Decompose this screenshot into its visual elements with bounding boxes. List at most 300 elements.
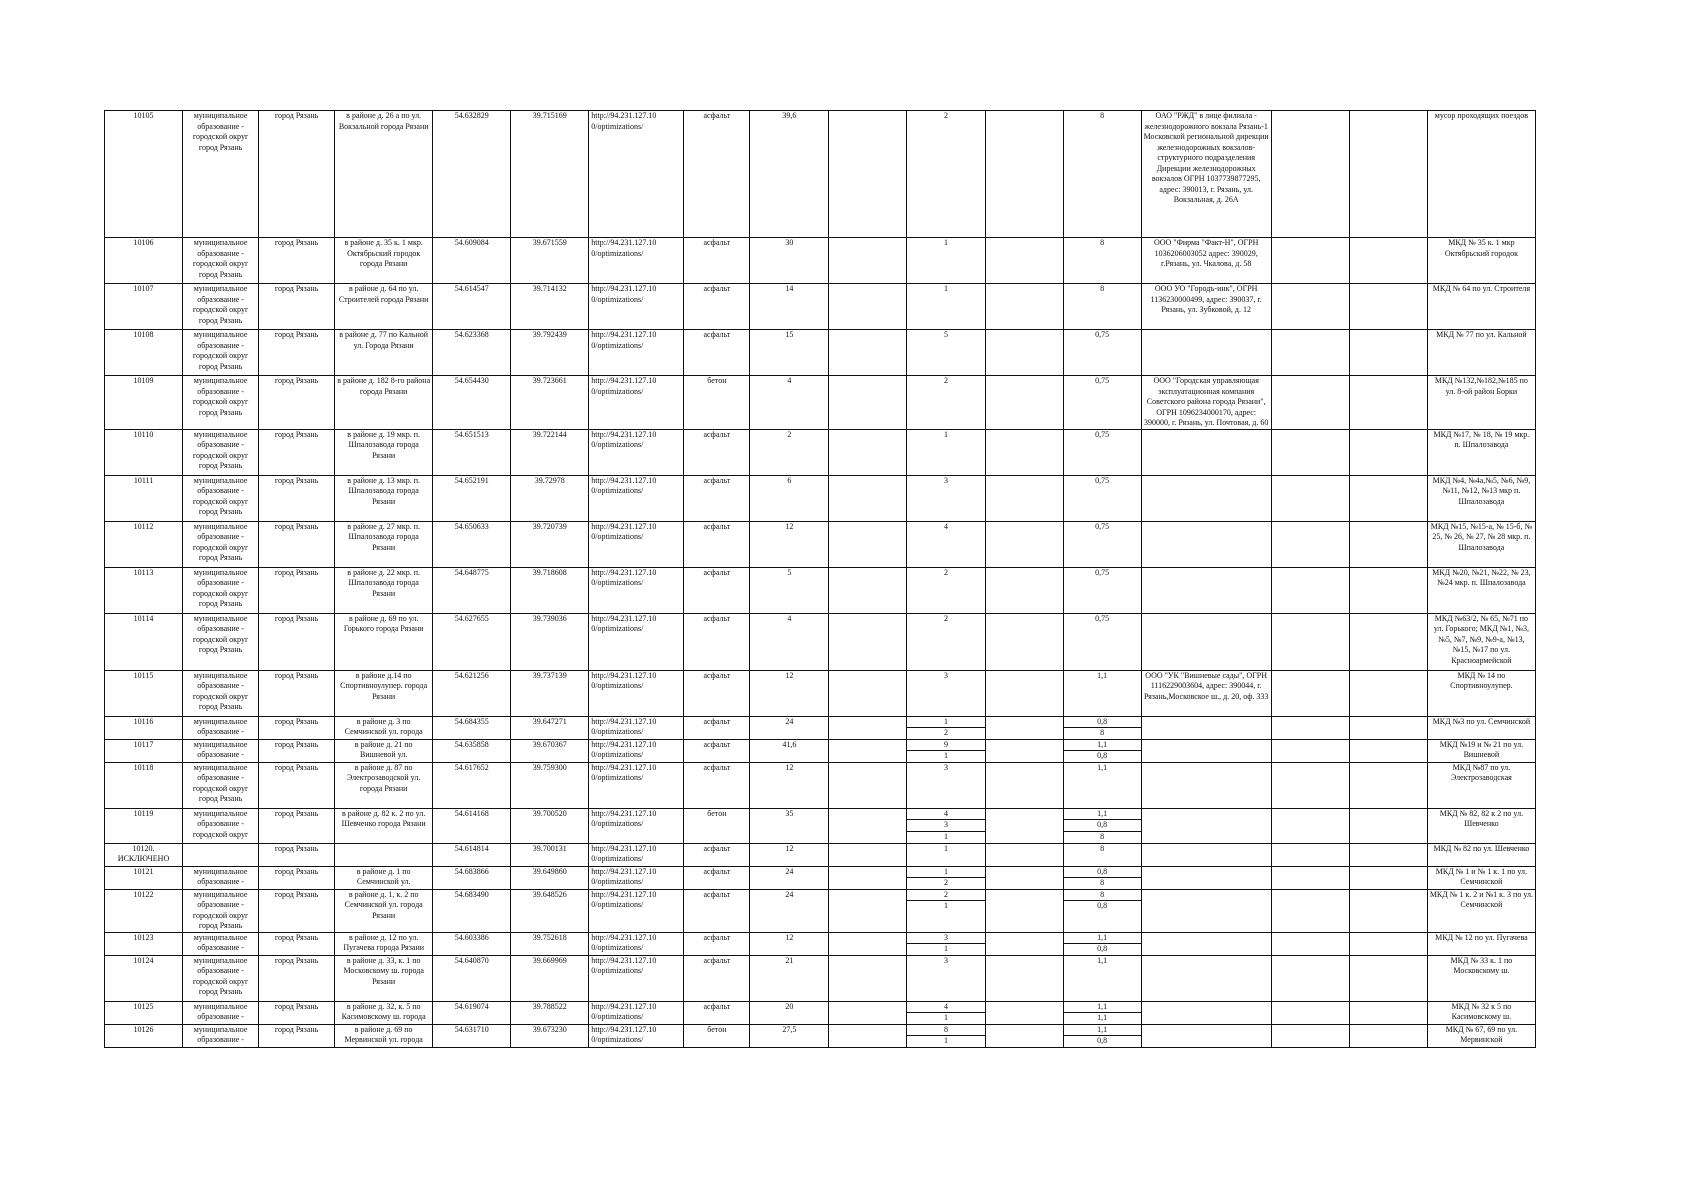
site-number-cell: 10117: [105, 739, 183, 762]
empty-cell: [829, 1001, 907, 1024]
empty-cell: [985, 567, 1063, 613]
container-count-cell: [907, 1024, 985, 1047]
empty-cell: [829, 567, 907, 613]
table-row: [105, 670, 1536, 716]
address-cell: в районе д. 27 мкр. п. Шпалозавода города Рязани: [335, 521, 433, 567]
municipality-cell: муниципальное образование -: [183, 1001, 259, 1024]
municipality-cell: муниципальное образование - городской округ город Рязань: [183, 521, 259, 567]
site-number-cell: 10118: [105, 762, 183, 808]
container-volume: 8: [1100, 843, 1105, 853]
latitude-cell: 54.614168: [433, 808, 511, 843]
municipality-cell: муниципальное образование - городской округ город Рязань: [183, 238, 259, 284]
container-volume-cell: [1063, 475, 1141, 521]
waste-source-cell: МКД № 32 к 5 по Касимовскому ш.: [1427, 1001, 1535, 1024]
scheme-link-cell[interactable]: http://94.231.127.10 0/optimizations/: [589, 762, 684, 808]
empty-cell: [1349, 613, 1427, 670]
container-volume-cell: [1063, 739, 1141, 762]
settlement-cell: город Рязань: [259, 739, 335, 762]
container-volume-cell: [1063, 429, 1141, 475]
empty-cell: [1349, 866, 1427, 889]
empty-cell: [1349, 670, 1427, 716]
settlement-cell: город Рязань: [259, 843, 335, 866]
site-number-cell: 10121: [105, 866, 183, 889]
empty-cell: [829, 932, 907, 955]
empty-cell: [1349, 1001, 1427, 1024]
address-cell: в районе д. 1 по Семчинской ул.: [335, 866, 433, 889]
container-volume: 8: [1100, 728, 1105, 737]
area-cell: 20: [750, 1001, 829, 1024]
container-volume: 0,75: [1095, 613, 1110, 623]
waste-source-cell: МКД № 82 по ул. Шевченко: [1427, 843, 1535, 866]
container-count-cell: [907, 567, 985, 613]
latitude-cell: 54.684355: [433, 716, 511, 739]
container-volume: 0,75: [1095, 475, 1110, 485]
container-volume-cell: [1063, 1001, 1141, 1024]
longitude-cell: 39.720739: [511, 521, 589, 567]
site-number-cell: 10124: [105, 955, 183, 1001]
container-count: 1: [944, 944, 948, 953]
container-volume: 0,8: [1097, 901, 1108, 910]
longitude-cell: 39.647271: [511, 716, 589, 739]
municipality-cell: муниципальное образование - городской округ город Рязань: [183, 567, 259, 613]
empty-cell: [985, 1001, 1063, 1024]
empty-cell: [1349, 1024, 1427, 1047]
container-count-cell: [907, 955, 985, 1001]
surface-cell: асфальт: [684, 521, 750, 567]
surface-cell: асфальт: [684, 475, 750, 521]
surface-cell: асфальт: [684, 889, 750, 932]
scheme-link-cell[interactable]: http://94.231.127.10 0/optimizations/: [589, 716, 684, 739]
area-cell: 2: [750, 429, 829, 475]
empty-cell: [829, 429, 907, 475]
container-count: 2: [944, 728, 948, 737]
site-number-cell: 10115: [105, 670, 183, 716]
latitude-cell: 54.654430: [433, 376, 511, 430]
municipality-cell: муниципальное образование - городской округ город Рязань: [183, 762, 259, 808]
scheme-link-cell[interactable]: http://94.231.127.10 0/optimizations/: [589, 521, 684, 567]
settlement-cell: город Рязань: [259, 475, 335, 521]
container-count-cell: [907, 843, 985, 866]
owner-cell: ООО "Городская управляющая эксплуатационная компания Советского района города Рязани", ОГРН 1096234000170, адрес: 390000, г. Рязань, ул. Почтовая, д. 60: [1141, 376, 1271, 430]
surface-cell: бетон: [684, 376, 750, 430]
empty-cell: [829, 613, 907, 670]
longitude-cell: 39.723661: [511, 376, 589, 430]
container-volume: 1,1: [1064, 933, 1141, 945]
municipality-cell: муниципальное образование - городской округ город Рязань: [183, 475, 259, 521]
container-volume-cell: [1063, 762, 1141, 808]
scheme-link-cell[interactable]: http://94.231.127.10 0/optimizations/: [589, 613, 684, 670]
site-number-cell: 10107: [105, 284, 183, 330]
empty-cell: [829, 739, 907, 762]
scheme-link-cell[interactable]: http://94.231.127.10 0/optimizations/: [589, 670, 684, 716]
longitude-cell: 39.669969: [511, 955, 589, 1001]
container-count-cell: [907, 376, 985, 430]
municipality-cell: муниципальное образование -: [183, 1024, 259, 1047]
container-count: 1: [944, 238, 948, 247]
container-count: 1: [907, 867, 984, 879]
scheme-link-cell[interactable]: http://94.231.127.10 0/optimizations/: [589, 932, 684, 955]
longitude-cell: 39.792439: [511, 330, 589, 376]
container-volume-cell: [1063, 238, 1141, 284]
empty-cell: [1271, 808, 1349, 843]
empty-cell: [985, 866, 1063, 889]
container-count-cell: [907, 889, 985, 932]
container-count: 3: [907, 820, 984, 832]
surface-cell: асфальт: [684, 238, 750, 284]
area-cell: 41,6: [750, 739, 829, 762]
longitude-cell: 39.673230: [511, 1024, 589, 1047]
site-number-cell: 10126: [105, 1024, 183, 1047]
surface-cell: асфальт: [684, 567, 750, 613]
container-volume: 1,1: [1097, 1013, 1108, 1022]
table-row: [105, 238, 1536, 284]
table-row: [105, 613, 1536, 670]
scheme-link-cell[interactable]: http://94.231.127.10 0/optimizations/: [589, 843, 684, 866]
settlement-cell: город Рязань: [259, 521, 335, 567]
container-count-cell: [907, 716, 985, 739]
container-count: 1: [944, 284, 948, 293]
latitude-cell: 54.627655: [433, 613, 511, 670]
area-cell: 6: [750, 475, 829, 521]
container-volume: 0,8: [1064, 867, 1141, 879]
site-number-cell: 10112: [105, 521, 183, 567]
area-cell: 15: [750, 330, 829, 376]
container-volume: 1,1: [1064, 809, 1141, 821]
area-cell: 24: [750, 889, 829, 932]
address-cell: в районе д. 69 по ул. Горького города Рязани: [335, 613, 433, 670]
empty-cell: [985, 111, 1063, 238]
longitude-cell: 39.722144: [511, 429, 589, 475]
empty-cell: [1271, 843, 1349, 866]
table-row: [105, 429, 1536, 475]
container-count-cell: [907, 475, 985, 521]
empty-cell: [985, 808, 1063, 843]
latitude-cell: 54.609084: [433, 238, 511, 284]
empty-cell: [1349, 284, 1427, 330]
table-row: [105, 716, 1536, 739]
table-row: [105, 330, 1536, 376]
table-row: [105, 889, 1536, 932]
empty-cell: [985, 843, 1063, 866]
area-cell: 39,6: [750, 111, 829, 238]
empty-cell: [985, 932, 1063, 955]
container-volume-cell: [1063, 843, 1141, 866]
scheme-link-cell[interactable]: http://94.231.127.10 0/optimizations/: [589, 866, 684, 889]
surface-cell: бетон: [684, 808, 750, 843]
empty-cell: [985, 475, 1063, 521]
latitude-cell: 54.635858: [433, 739, 511, 762]
settlement-cell: город Рязань: [259, 716, 335, 739]
address-cell: [335, 843, 433, 866]
waste-source-cell: МКД №15, №15-а, № 15-б, № 25, № 26, № 27, № 28 мкр. п. Шпалозавода: [1427, 521, 1535, 567]
owner-cell: [1141, 429, 1271, 475]
area-cell: 12: [750, 932, 829, 955]
container-count: 1: [944, 843, 948, 853]
latitude-cell: 54.614814: [433, 843, 511, 866]
owner-cell: [1141, 475, 1271, 521]
settlement-cell: город Рязань: [259, 284, 335, 330]
container-volume-cell: [1063, 932, 1141, 955]
scheme-link-cell[interactable]: http://94.231.127.10 0/optimizations/: [589, 739, 684, 762]
empty-cell: [1271, 716, 1349, 739]
owner-cell: [1141, 762, 1271, 808]
address-cell: в районе д.14 по Спортивноулупер. города Рязани: [335, 670, 433, 716]
waste-source-cell: мусор проходящих поездов: [1427, 111, 1535, 238]
settlement-cell: город Рязань: [259, 762, 335, 808]
empty-cell: [985, 429, 1063, 475]
empty-cell: [1349, 889, 1427, 932]
waste-source-cell: МКД № 33 к. 1 по Московскому ш.: [1427, 955, 1535, 1001]
container-volume: 8: [1100, 238, 1105, 247]
scheme-link-cell[interactable]: http://94.231.127.10 0/optimizations/: [589, 808, 684, 843]
container-volume-cell: [1063, 808, 1141, 843]
settlement-cell: город Рязань: [259, 429, 335, 475]
waste-source-cell: МКД №17, № 18, № 19 мкр. п. Шпалозавода: [1427, 429, 1535, 475]
owner-cell: [1141, 866, 1271, 889]
empty-cell: [985, 613, 1063, 670]
empty-cell: [1349, 739, 1427, 762]
site-number-cell: 10105: [105, 111, 183, 238]
address-cell: в районе д. 69 по Мервинской ул. города: [335, 1024, 433, 1047]
container-volume: 0,75: [1095, 376, 1110, 385]
site-number-cell: 10109: [105, 376, 183, 430]
empty-cell: [1349, 376, 1427, 430]
area-cell: 35: [750, 808, 829, 843]
settlement-cell: город Рязань: [259, 808, 335, 843]
waste-source-cell: МКД № 12 по ул. Пугачева: [1427, 932, 1535, 955]
empty-cell: [1349, 238, 1427, 284]
municipality-cell: муниципальное образование - городской округ город Рязань: [183, 889, 259, 932]
empty-cell: [985, 716, 1063, 739]
scheme-link-cell[interactable]: http://94.231.127.10 0/optimizations/: [589, 1024, 684, 1047]
container-count: 1: [944, 751, 948, 760]
empty-cell: [1271, 111, 1349, 238]
empty-cell: [1349, 429, 1427, 475]
container-count: 3: [944, 475, 948, 485]
container-count: 1: [944, 1036, 948, 1045]
area-cell: 5: [750, 567, 829, 613]
surface-cell: асфальт: [684, 716, 750, 739]
empty-cell: [1349, 330, 1427, 376]
empty-cell: [829, 889, 907, 932]
surface-cell: асфальт: [684, 613, 750, 670]
container-count: 4: [907, 1002, 984, 1014]
owner-cell: [1141, 1024, 1271, 1047]
table-row: [105, 955, 1536, 1001]
container-count: 9: [907, 740, 984, 752]
surface-cell: асфальт: [684, 762, 750, 808]
container-volume: 1,1: [1097, 955, 1108, 965]
empty-cell: [1349, 762, 1427, 808]
longitude-cell: 39.649860: [511, 866, 589, 889]
container-count: 4: [907, 809, 984, 821]
container-volume-cell: [1063, 567, 1141, 613]
longitude-cell: 39.700131: [511, 843, 589, 866]
surface-cell: бетон: [684, 1024, 750, 1047]
container-count: 2: [944, 567, 948, 577]
municipality-cell: муниципальное образование - городской округ город Рязань: [183, 429, 259, 475]
address-cell: в районе д. 3 по Семчинской ул. города: [335, 716, 433, 739]
empty-cell: [985, 889, 1063, 932]
latitude-cell: 54.650633: [433, 521, 511, 567]
container-volume: 8: [1100, 831, 1105, 841]
area-cell: 24: [750, 866, 829, 889]
longitude-cell: 39.739036: [511, 613, 589, 670]
container-volume-cell: [1063, 376, 1141, 430]
scheme-link-cell[interactable]: http://94.231.127.10 0/optimizations/: [589, 376, 684, 430]
address-cell: в районе д. 19 мкр. п. Шпалозавода города Рязани: [335, 429, 433, 475]
waste-source-cell: МКД №19 и № 21 по ул. Вишневой: [1427, 739, 1535, 762]
municipality-cell: муниципальное образование - городской округ город Рязань: [183, 376, 259, 430]
scheme-link-cell[interactable]: http://94.231.127.10 0/optimizations/: [589, 567, 684, 613]
container-count: 1: [944, 901, 948, 910]
empty-cell: [985, 521, 1063, 567]
area-cell: 24: [750, 716, 829, 739]
empty-cell: [1349, 843, 1427, 866]
scheme-link-cell[interactable]: http://94.231.127.10 0/optimizations/: [589, 284, 684, 330]
owner-cell: [1141, 716, 1271, 739]
empty-cell: [1271, 284, 1349, 330]
latitude-cell: 54.617652: [433, 762, 511, 808]
area-cell: 12: [750, 843, 829, 866]
settlement-cell: город Рязань: [259, 670, 335, 716]
container-volume-cell: [1063, 889, 1141, 932]
empty-cell: [1271, 376, 1349, 430]
scheme-link-cell[interactable]: http://94.231.127.10 0/optimizations/: [589, 111, 684, 238]
empty-cell: [829, 955, 907, 1001]
container-count-cell: [907, 808, 985, 843]
waste-source-cell: МКД № 1 и № 1 к. 1 по ул. Семчинской: [1427, 866, 1535, 889]
empty-cell: [985, 330, 1063, 376]
site-number-cell: 10123: [105, 932, 183, 955]
site-number-cell: 10125: [105, 1001, 183, 1024]
site-number-cell: 10111: [105, 475, 183, 521]
latitude-cell: 54.631710: [433, 1024, 511, 1047]
site-number-cell: 10108: [105, 330, 183, 376]
container-count-cell: [907, 284, 985, 330]
area-cell: 4: [750, 376, 829, 430]
waste-source-cell: МКД № 1 к. 2 и №1 к. 3 по ул. Семчинской: [1427, 889, 1535, 932]
container-volume-cell: [1063, 330, 1141, 376]
container-volume: 0,75: [1095, 330, 1110, 339]
container-count: 4: [944, 521, 948, 531]
surface-cell: асфальт: [684, 284, 750, 330]
scheme-link-cell[interactable]: http://94.231.127.10 0/optimizations/: [589, 1001, 684, 1024]
table-row: [105, 475, 1536, 521]
owner-cell: [1141, 613, 1271, 670]
empty-cell: [1271, 932, 1349, 955]
container-count: 8: [907, 1025, 984, 1037]
surface-cell: асфальт: [684, 955, 750, 1001]
container-count: 1: [944, 831, 948, 841]
empty-cell: [1271, 521, 1349, 567]
owner-cell: ООО "УК "Вишневые сады", ОГРН 1116229003604, адрес: 390044, г. Рязань,Московское ш., д. 20, оф. 333: [1141, 670, 1271, 716]
empty-cell: [1271, 238, 1349, 284]
scheme-link-cell[interactable]: http://94.231.127.10 0/optimizations/: [589, 889, 684, 932]
container-volume: 1,1: [1064, 1002, 1141, 1014]
table-row: [105, 1024, 1536, 1047]
container-volume: 1,1: [1097, 762, 1108, 772]
longitude-cell: 39.715169: [511, 111, 589, 238]
container-count: 1: [944, 429, 948, 439]
owner-cell: [1141, 889, 1271, 932]
longitude-cell: 39.714132: [511, 284, 589, 330]
container-volume-cell: [1063, 866, 1141, 889]
empty-cell: [1349, 716, 1427, 739]
empty-cell: [1349, 567, 1427, 613]
surface-cell: асфальт: [684, 670, 750, 716]
container-volume-cell: [1063, 1024, 1141, 1047]
waste-source-cell: МКД №4, №4а,№5, №6, №9, №11, №12, №13 мкр п. Шпалозавода: [1427, 475, 1535, 521]
latitude-cell: 54.632829: [433, 111, 511, 238]
empty-cell: [1349, 111, 1427, 238]
site-number-cell: 10119: [105, 808, 183, 843]
scheme-link-cell[interactable]: http://94.231.127.10 0/optimizations/: [589, 330, 684, 376]
latitude-cell: 54.640870: [433, 955, 511, 1001]
municipality-cell: муниципальное образование - городской округ город Рязань: [183, 330, 259, 376]
owner-cell: [1141, 808, 1271, 843]
scheme-link-cell[interactable]: http://94.231.127.10 0/optimizations/: [589, 238, 684, 284]
latitude-cell: 54.683866: [433, 866, 511, 889]
empty-cell: [985, 1024, 1063, 1047]
empty-cell: [1271, 739, 1349, 762]
empty-cell: [985, 284, 1063, 330]
municipality-cell: муниципальное образование -: [183, 932, 259, 955]
settlement-cell: город Рязань: [259, 238, 335, 284]
container-count: 2: [944, 376, 948, 385]
address-cell: в районе д. 35 к. 1 мкр. Октябрьский городок города Рязани: [335, 238, 433, 284]
empty-cell: [1271, 1024, 1349, 1047]
container-count: 3: [944, 762, 948, 772]
scheme-link-cell[interactable]: http://94.231.127.10 0/optimizations/: [589, 429, 684, 475]
container-volume: 0,75: [1095, 567, 1110, 577]
empty-cell: [829, 716, 907, 739]
settlement-cell: город Рязань: [259, 613, 335, 670]
address-cell: в районе д. 1, к. 2 по Семчинской ул. города Рязани: [335, 889, 433, 932]
longitude-cell: 39.700520: [511, 808, 589, 843]
container-volume: 0,75: [1095, 521, 1110, 531]
empty-cell: [1271, 670, 1349, 716]
container-sites-table: [104, 110, 1536, 1048]
owner-cell: [1141, 739, 1271, 762]
latitude-cell: 54.623368: [433, 330, 511, 376]
table-row: [105, 866, 1536, 889]
empty-cell: [829, 808, 907, 843]
municipality-cell: муниципальное образование - городской округ город Рязань: [183, 670, 259, 716]
container-volume: 1,1: [1064, 1025, 1141, 1037]
table-row: [105, 932, 1536, 955]
site-number-cell: 10110: [105, 429, 183, 475]
scheme-link-cell[interactable]: http://94.231.127.10 0/optimizations/: [589, 955, 684, 1001]
settlement-cell: город Рязань: [259, 866, 335, 889]
container-volume-cell: [1063, 111, 1141, 238]
container-count-cell: [907, 762, 985, 808]
longitude-cell: 39.670367: [511, 739, 589, 762]
owner-cell: ОАО "РЖД" в лице филиала - железнодорожного вокзала Рязань-1 Московской региональной дирекции железнодорожных вокзалов-структурного подразделения Дирекции железнодорожных вокзалов ОГРН 1037739877295, адрес: 390013, г. Рязань, ул. Вокзальная, д. 26А: [1141, 111, 1271, 238]
area-cell: 12: [750, 521, 829, 567]
empty-cell: [985, 955, 1063, 1001]
empty-cell: [829, 843, 907, 866]
longitude-cell: 39.752618: [511, 932, 589, 955]
address-cell: в районе д. 32, к. 5 по Касимовскому ш. города: [335, 1001, 433, 1024]
municipality-cell: муниципальное образование - городской округ город Рязань: [183, 955, 259, 1001]
settlement-cell: город Рязань: [259, 932, 335, 955]
table-row: [105, 739, 1536, 762]
container-count: 3: [907, 933, 984, 945]
scheme-link-cell[interactable]: http://94.231.127.10 0/optimizations/: [589, 475, 684, 521]
empty-cell: [1271, 330, 1349, 376]
longitude-cell: 39.759300: [511, 762, 589, 808]
